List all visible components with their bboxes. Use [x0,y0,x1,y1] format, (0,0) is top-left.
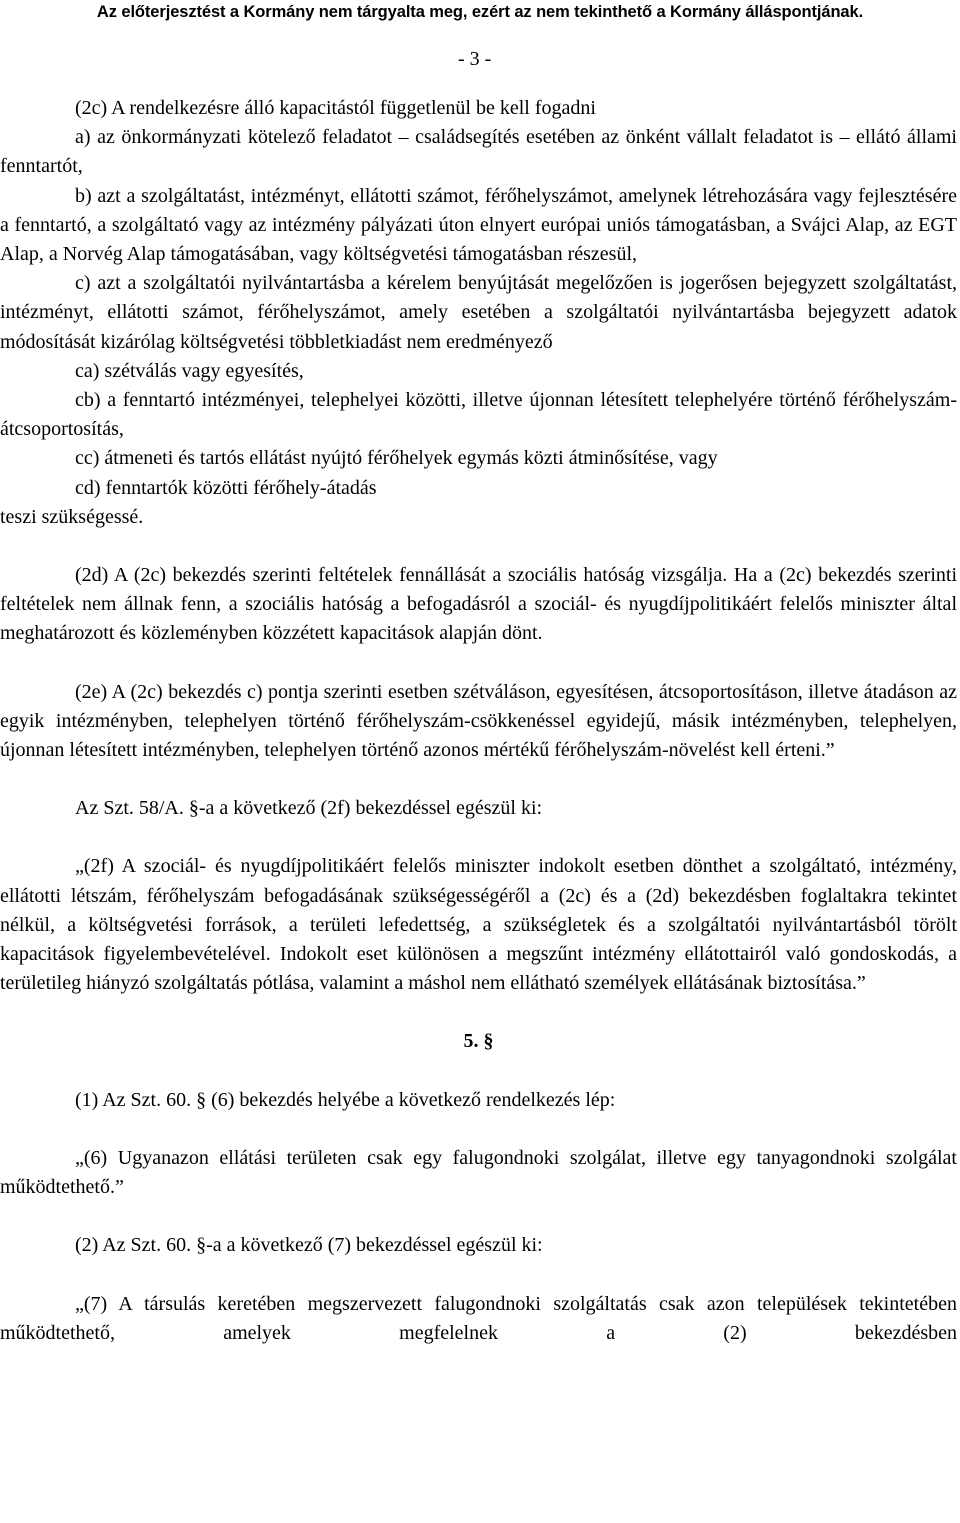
paragraph-2c-a: a) az önkormányzati kötelező feladatot – családsegítés esetében az önként vállalt feladatot is – ellátó állami fenntartót, [0,126,957,178]
paragraph-60-6: „(6) Ugyanazon ellátási területen csak egy falugondnoki szolgálat, illetve egy tanyagondnoki szolgálat működtethető.” [0,1146,957,1199]
document-body [0,94,957,1348]
paragraph-2e: (2e) A (2c) bekezdés c) pontja szerinti esetben szétváláson, egyesítésen, átcsoportosításon, illetve átadáson az egyik intézményben, telephelyen történő férőhelyszám-csökkenéssel egyidejű, másik intézményben, telephelyen, újonnan létesített intézményben, telephelyen történő azonos mértékű férőhelyszám-növelést kell érteni.” [0,680,957,762]
paragraph-2d: (2d) A (2c) bekezdés szerinti feltételek fennállását a szociális hatóság vizsgálja. Ha a (2c) bekezdés szerinti feltételek nem állnak fenn, a szociális hatóság a befogadásról a szociál- és nyugdíjpolitikáért felelős miniszter által meghatározott és közleményben közzétett kapacitások alapján dönt. [0,564,957,645]
paragraph-2c-cb: cb) a fenntartó intézményei, telephelyei közötti, illetve újonnan létesített telephelyére történő férőhelyszám-átcsoportosítás, [0,389,957,441]
paragraph-60-1: (1) Az Szt. 60. § (6) bekezdés helyébe a következő rendelkezés lép: [75,1088,616,1111]
paragraph-2c-end: teszi szükségessé. [0,505,144,528]
paragraph-58a: Az Szt. 58/A. §-a a következő (2f) bekezdéssel egészül ki: [75,797,543,820]
paragraph-60-2: (2) Az Szt. 60. §-a a következő (7) bekezdéssel egészül ki: [75,1234,543,1257]
paragraph-2c-b: b) azt a szolgáltatást, intézményt, ellátotti számot, férőhelyszámot, amelynek létrehozására vagy fejlesztésére a fenntartó, a szolgáltató vagy az intézmény pályázati úton elnyert európai uniós támogatásban, a Svájci Alap, az EGT Alap, a Norvég Alap támogatásában, vagy költségvetési támogatásban részesül, [0,184,957,266]
paragraph-2c-cc: cc) átmeneti és tartós ellátást nyújtó férőhelyek egymás közti átminősítése, vagy [75,447,718,470]
disclaimer-header: Az előterjesztést a Kormány nem tárgyalta meg, ezért az nem tekinthető a Kormány álláspontjának. [96,3,864,21]
page-number: - 3 - [458,48,492,70]
paragraph-2c: (2c) A rendelkezésre álló kapacitástól függetlenül be kell fogadni [75,97,596,119]
paragraph-2c-c: c) azt a szolgáltatói nyilvántartásba a kérelem benyújtását megelőzően is jogerősen bejegyzett szolgáltatást, intézményt, ellátotti számot, férőhelyszámot, amely esetében a szolgáltatói nyilvántartásba bejegyzett adatok módosítását kizárólag költségvetési többletkiadást nem eredményező [0,272,957,353]
paragraph-2f: „(2f) A szociál- és nyugdíjpolitikáért felelős miniszter indokolt esetben dönthet a szolgáltató, intézmény, ellátotti létszám, férőhelyszám befogadásának szükségességéről a (2c) és a (2d) bekezdésben foglaltakra tekintet nélkül, a költségvetési források, a területi lefedettség, a szükségletek és a szolgáltatói nyilvántartásból törölt kapacitások figyelembevételével. Indokolt eset különösen a megszűnt intézmény ellátottairól való gondoskodás, a területileg hiányzó szolgáltatás pótlása, valamint a máshol nem ellátható személyek ellátásának biztosítása.” [0,855,957,995]
section-heading: 5. § [463,1030,494,1053]
paragraph-2c-ca: ca) szétválás vagy egyesítés, [75,359,304,382]
paragraph-2c-cd: cd) fenntartók közötti férőhely-átadás [75,476,377,499]
paragraph-60-7: „(7) A társulás keretében megszervezett falugondnoki szolgáltatás csak azon települések tekintetében működtethető, amelyek megfelelnek a (2) bekezdésben [0,1292,957,1344]
